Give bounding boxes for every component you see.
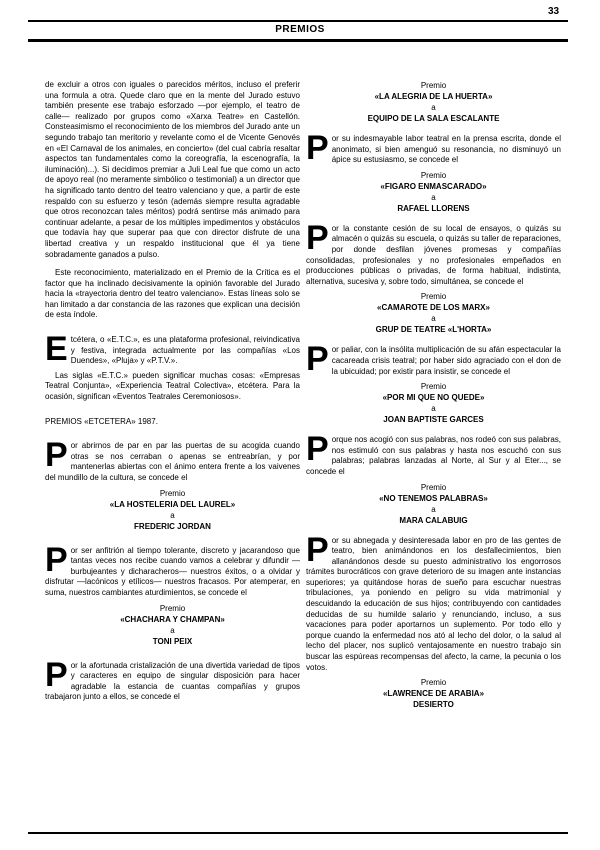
award-connector: a xyxy=(431,103,436,112)
award-block xyxy=(45,436,300,531)
award-citation xyxy=(306,381,561,425)
award-name: «LAWRENCE DE ARABIA» xyxy=(382,689,485,699)
premio-label: Premio xyxy=(159,603,186,613)
award-connector: a xyxy=(431,314,436,324)
award-name: «FIGARO ENMASCARADO» xyxy=(380,181,487,191)
award-reason: or su indesmayable labor teatral en la prensa escrita, donde el anonimato, si bien amenguó su resonancia, no disminuyó un ápice su estusiasmo, se concede el xyxy=(331,134,561,165)
award-connector: a xyxy=(170,510,175,520)
award-citation xyxy=(306,482,561,526)
award-block xyxy=(45,655,300,703)
bottom-rule xyxy=(28,832,568,834)
award-recipient: FREDERIC JORDAN xyxy=(134,521,211,531)
award-recipient: MARA CALABUIG xyxy=(399,515,468,525)
premio-label: Premio xyxy=(159,488,186,498)
title-rule xyxy=(28,39,568,42)
award-reason: or abrirnos de par en par las puertas de su acogida cuando otras se nos cerraban o apenas se entreabrían, y por mantenerlas abiertas con el ánimo entera frente a los vaivenes del mundillo de la cultura, se concede el xyxy=(45,441,300,482)
award-connector: a xyxy=(431,404,436,414)
drop-cap: P xyxy=(306,530,329,569)
award-reason: orque nos acogió con sus palabras, nos rodeó con sus palabras, nos estimuló con sus palabras y hasta nos escuchó con sus palabras; palabras lanzadas al Norte, al Sur y al Eter..., se concede el xyxy=(306,435,561,476)
premio-label: Premio xyxy=(420,678,447,688)
award-name: «NO TENEMOS PALABRAS» xyxy=(379,493,488,503)
award-name: «LA ALEGRIA DE LA HUERTA» xyxy=(374,92,493,101)
body-paragraph: Las siglas «E.T.C.» pueden significar muchas cosas: «Empresas Teatral Conjunta», «Experiencia Teatral Colectiva», etcétera. Para la ocasión, significan «Eventos Teatrales Ceremoniosos». xyxy=(45,370,300,402)
drop-cap: P xyxy=(45,655,68,694)
award-reason: or la afortunada cristalización de una divertida variedad de tipos y caracteres en equipo de singular disposición para hacer agradable la estancia de cuantas compañías y grupos trabajaron junto a ellos, se concede el xyxy=(45,660,300,702)
premio-label: Premio xyxy=(420,482,447,492)
award-citation xyxy=(306,170,561,214)
right-column xyxy=(306,80,561,710)
award-recipient: GRUP DE TEATRE «L'HORTA» xyxy=(375,325,492,335)
award-block xyxy=(45,540,300,647)
award-recipient: TONI PEIX xyxy=(152,636,193,646)
drop-cap: P xyxy=(45,436,68,475)
award-block xyxy=(306,340,561,425)
award-citation xyxy=(306,80,561,124)
body-paragraph: Este reconocimiento, materializado en el Premio de la Crítica es el factor que ha inclinado decisivamente la opinión favorable del Jurado hacia la «trayectoria dentro del teatro valenciano». Estas líneas solo se han limitado a dar constancia de las razones que explican una decisión de esta índole. xyxy=(45,268,300,320)
premio-label: Premio xyxy=(420,81,447,90)
award-citation xyxy=(45,603,300,647)
award-connector: a xyxy=(431,504,436,514)
drop-cap: P xyxy=(45,540,68,579)
drop-cap: P xyxy=(306,340,329,379)
award-connector: a xyxy=(431,192,436,202)
premio-label: Premio xyxy=(420,170,447,180)
award-recipient: RAFAEL LLORENS xyxy=(397,203,470,213)
top-rule xyxy=(28,20,568,22)
award-name: «POR MI QUE NO QUEDE» xyxy=(382,393,485,403)
award-block xyxy=(306,129,561,214)
award-citation xyxy=(45,488,300,532)
award-name: «CHACHARA Y CHAMPAN» xyxy=(120,614,225,624)
premios-heading: PREMIOS «ETCETERA» 1987. xyxy=(45,416,158,426)
etc-paragraph xyxy=(45,330,300,369)
award-reason: or ser anfitrión al tiempo tolerante, discreto y jacarandoso que tantas veces nos recibe cuando vamos a celebrar y difundir —burbujeantes y dicharacheros— nuestros éxitos, o a olvidar y disfrutar —lacónicos y etílicos— nuestros fracasos. Por atemperar, en suma, nuestros cambiantes aturdimientos, se concede el xyxy=(45,545,300,597)
drop-cap: E xyxy=(45,330,68,369)
award-reason: or paliar, con la insólita multiplicación de su afán espectacular la cacareada crisis teatral; por haber sido agraciado con el don de la ubicuidad; por existir para insistir, se concede el xyxy=(331,345,561,376)
award-citation xyxy=(306,291,561,335)
award-block xyxy=(306,430,561,525)
paragraph-text: tcétera, o «E.T.C.», es una plataforma profesional, reivindicativa y festiva, integrada actualmente por las compañías «Los Duendes», «Pluja» y «P.T.V.». xyxy=(70,335,300,366)
premio-label: Premio xyxy=(420,292,447,302)
page-number: 33 xyxy=(548,6,560,17)
drop-cap: P xyxy=(306,129,329,167)
award-block xyxy=(306,218,561,336)
award-reason: or su abnegada y desinteresada labor en pro de las gentes de teatro, bien animándonos en los desfallecimientos, bien allanándonos desde su puesto administrativo los engorrosos trámites burocráticos con grave deterioro de su imagen ante instancias superiores; ya quitándose horas de sueño para escuchar nuestras tribulaciones, ya poniendo en peligro su vida matrimonial y descuidando la educación de sus hijos; contribuyendo con cantidades deducidas de su humilde salario y renunciando, incluso, a sus vacaciones para poder aportarnos un suplemento. Por todo ello y porque cuando la enfermedad nos ató al lecho del dolor, o la salud al lecho del placer, nos suplicó ventajosamente en nuestro trabajo sin buscar las espúreas recompensas del afecto, la carne, la pecunia o los votos. xyxy=(306,535,561,672)
award-recipient: JOAN BAPTISTE GARCES xyxy=(383,415,484,425)
award-name: «LA HOSTELERIA DEL LAUREL» xyxy=(109,499,236,509)
award-name: «CAMAROTE DE LOS MARX» xyxy=(377,303,490,313)
award-reason: or la constante cesión de su local de ensayos, o quizás su almacén o quizás su escuela, o quizás su taller de reparaciones, por donde desfilan jóvenes promesas y compañías consolidadas, profesionales y no profesionales empeñados en producciones públicas o privadas, de forma habitual, indistinta, alternativa, sucesiva y, sobre todo, simultánea, se concede el xyxy=(306,223,561,286)
award-citation xyxy=(306,677,561,710)
drop-cap: P xyxy=(306,430,329,469)
award-recipient: EQUIPO DE LA SALA ESCALANTE xyxy=(367,114,500,123)
award-recipient: DESIERTO xyxy=(413,700,454,710)
award-block xyxy=(306,530,561,711)
body-paragraph: de excluir a otros con iguales o parecidos méritos, incluso el preferir una formula a otra. Quede claro que en la mente del Jurado estuvo también presente ese trabajo esforzado —por ejemplo, el teatro de calle— realizado por grupos como «Xarxa Teatre» en Castellón. Consteasimismo el reconocimiento de los miembros del Jurado ante un segundo trabajo tan meritorio y revelante como el de Vicente Genovés en «El Carnaval de los animales, en concierto» (del cual cabría resaltar aspectos tan fundamentales como la coreografía, la escenografía, la iluminación)...). Si decidimos premiar a Juli Leal fue que como un acto de apoyo real (no meramente simbólico o testimonial) a un director que ha significado tanto dentro del teatro valenciano y que, a partir de este respaldo con su esfuerzo y tesón (además siempre resulta agradable que otros reconozcan tales méritos) podrá sentirse más animado para continuar adelante, a pesar de los múltiples impedimentos y obstáculos que todavía hay que superar paa que con director disfrute de una libertad creativa y un respaldo institucional que él ya tiene sobradamente ganados a pulso. xyxy=(45,80,300,259)
premio-label: Premio xyxy=(420,382,447,392)
award-connector: a xyxy=(170,625,175,635)
section-title: PREMIOS xyxy=(275,24,325,35)
left-column xyxy=(45,80,300,703)
drop-cap: P xyxy=(306,218,329,257)
